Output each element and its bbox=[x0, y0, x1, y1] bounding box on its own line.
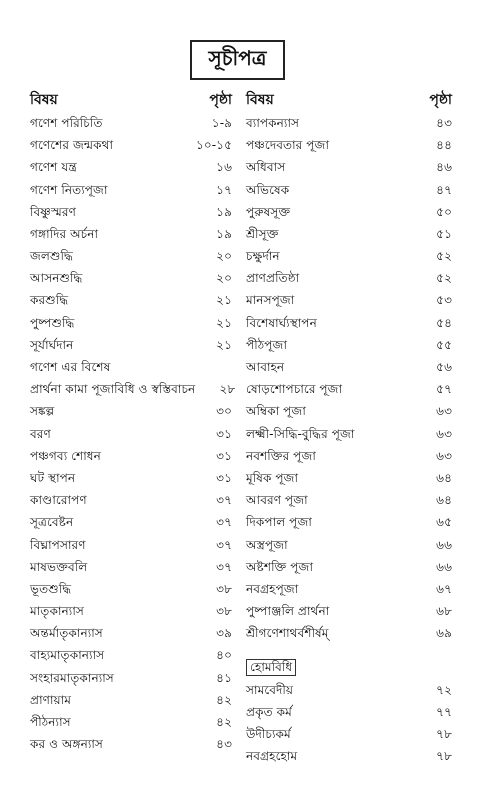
entry-page: ৬৩ bbox=[436, 448, 452, 463]
entry-title: পুষ্পাঞ্জলি প্রার্থনা bbox=[246, 604, 330, 619]
entry-page: ৭৭ bbox=[436, 704, 452, 719]
entry-title: বিশেষার্ঘ্যস্থাপন bbox=[246, 315, 317, 330]
entry-page: ১-৯ bbox=[211, 115, 232, 130]
entry-title: নবশক্তির পূজা bbox=[246, 448, 316, 463]
toc-entry[interactable] bbox=[246, 578, 452, 600]
toc-entry[interactable] bbox=[246, 600, 452, 622]
entry-title: সংহারমাতৃকান্যাস bbox=[30, 670, 114, 685]
toc-entry[interactable] bbox=[246, 622, 452, 644]
toc-list bbox=[246, 112, 452, 645]
toc-entry[interactable] bbox=[246, 201, 452, 223]
toc-entry[interactable] bbox=[246, 701, 452, 723]
entry-title: প্রকৃত কর্ম bbox=[246, 704, 292, 719]
entry-page: ৩৮ bbox=[216, 581, 232, 596]
entry-page: ৩১ bbox=[216, 470, 232, 485]
toc-entry[interactable] bbox=[30, 578, 232, 600]
toc-entry[interactable] bbox=[246, 400, 452, 422]
entry-page: ৪২ bbox=[216, 692, 232, 707]
toc-entry[interactable] bbox=[30, 245, 232, 267]
entry-page: ১৯ bbox=[216, 204, 232, 219]
entry-title: পীঠন্যাস bbox=[30, 715, 71, 730]
entry-page: ২১ bbox=[216, 337, 232, 352]
toc-entry[interactable] bbox=[246, 679, 452, 701]
toc-entry[interactable] bbox=[246, 223, 452, 245]
toc-entry[interactable] bbox=[246, 267, 452, 289]
entry-page: ৬৬ bbox=[436, 559, 452, 574]
toc-entry[interactable] bbox=[30, 134, 232, 156]
toc-left-column bbox=[30, 92, 236, 755]
entry-page: ৪১ bbox=[216, 670, 232, 685]
toc-entry[interactable] bbox=[246, 356, 452, 378]
entry-title: সামবেদীয় bbox=[246, 682, 294, 697]
entry-title: নবগ্রহহোম bbox=[246, 749, 298, 764]
entry-title: সঙ্কল্প bbox=[30, 404, 55, 419]
entry-page: ৬৭ bbox=[436, 581, 452, 596]
entry-page: ২০ bbox=[216, 271, 232, 286]
entry-page: ২৮ bbox=[219, 382, 236, 397]
entry-page: ২১ bbox=[216, 293, 232, 308]
entry-page: ৪৩ bbox=[216, 737, 232, 752]
entry-title: ষোড়শোপচারে পূজা bbox=[246, 382, 343, 397]
toc-right-column bbox=[246, 92, 452, 767]
entry-page: ৭৮ bbox=[436, 749, 452, 764]
entry-title: বিঘ্নাপসারণ bbox=[30, 537, 86, 552]
toc-entry[interactable] bbox=[246, 312, 452, 334]
entry-title: মূষিক পূজা bbox=[246, 470, 299, 485]
entry-page: ৫৬ bbox=[436, 360, 452, 375]
toc-entry[interactable] bbox=[30, 112, 232, 134]
entry-title: গণেশ নিত্যপূজা bbox=[30, 182, 108, 197]
page-title: সূচীপত্র bbox=[190, 40, 285, 80]
toc-entry[interactable] bbox=[246, 134, 452, 156]
toc-entry[interactable] bbox=[30, 290, 232, 312]
entry-title: পুষ্পশুদ্ধি bbox=[30, 315, 75, 330]
toc-entry[interactable] bbox=[246, 179, 452, 201]
toc-entry[interactable] bbox=[30, 156, 232, 178]
toc-list bbox=[30, 112, 236, 755]
entry-title: গণেশের জন্মকথা bbox=[30, 138, 114, 153]
entry-title: করশুদ্ধি bbox=[30, 293, 69, 308]
entry-title: মাষভক্তবলি bbox=[30, 559, 88, 574]
entry-page: ৩৯ bbox=[216, 626, 232, 641]
entry-page: ৫৭ bbox=[436, 382, 452, 397]
toc-entry[interactable] bbox=[246, 245, 452, 267]
toc-entry[interactable] bbox=[246, 745, 452, 767]
toc-entry[interactable] bbox=[30, 556, 232, 578]
header-topic: বিষয় bbox=[246, 92, 274, 108]
entry-page: ৫২ bbox=[436, 271, 452, 286]
entry-title: লক্ষ্মী-সিদ্ধি-বুদ্ধির পূজা bbox=[246, 426, 355, 441]
entry-page: ২০ bbox=[216, 249, 232, 264]
entry-title: প্রার্থনা কামা পূজাবিধি ও স্বস্তিবাচন bbox=[30, 382, 196, 397]
toc-entry[interactable] bbox=[30, 179, 232, 201]
entry-title: ঘট স্থাপন bbox=[30, 470, 76, 485]
toc-entry[interactable] bbox=[30, 667, 232, 689]
toc-entry[interactable] bbox=[246, 334, 452, 356]
entry-page: ৪২ bbox=[216, 715, 232, 730]
header-topic: বিষয় bbox=[30, 92, 58, 108]
entry-title: প্রাণপ্রতিষ্ঠা bbox=[246, 271, 300, 286]
entry-page: ৬৩ bbox=[436, 404, 452, 419]
toc-entry[interactable] bbox=[246, 556, 452, 578]
entry-page: ৩৭ bbox=[216, 493, 232, 508]
toc-entry[interactable] bbox=[30, 489, 232, 511]
toc-entry[interactable] bbox=[246, 423, 452, 445]
entry-page: ৫০ bbox=[436, 204, 452, 219]
section-label: হোমবিধি bbox=[246, 659, 296, 675]
toc-header bbox=[30, 92, 232, 112]
entry-title: পীঠপূজা bbox=[246, 337, 287, 352]
entry-page: ১৬ bbox=[216, 160, 232, 175]
entry-page: ৪৬ bbox=[436, 160, 452, 175]
entry-page: ৭৮ bbox=[436, 727, 452, 742]
entry-page: ৬৪ bbox=[436, 470, 452, 485]
toc-entry[interactable] bbox=[30, 467, 232, 489]
entry-page: ৫৫ bbox=[436, 337, 452, 352]
entry-title: আবরণ পূজা bbox=[246, 493, 308, 508]
entry-page: ৬৪ bbox=[436, 493, 452, 508]
toc-entry[interactable] bbox=[30, 534, 232, 556]
entry-title: সূত্রবেষ্টন bbox=[30, 515, 74, 530]
toc-entry[interactable] bbox=[30, 378, 236, 400]
entry-title: গণেশ পরিচিতি bbox=[30, 115, 103, 130]
entry-title: মানসপূজা bbox=[246, 293, 295, 308]
toc-entry[interactable] bbox=[246, 378, 452, 400]
entry-title: কাণ্ডারোপণ bbox=[30, 493, 87, 508]
entry-title: অভিষেক bbox=[246, 182, 290, 197]
toc-entry[interactable] bbox=[30, 400, 232, 422]
entry-title: সূর্যার্ঘদান bbox=[30, 337, 74, 352]
entry-title: গণেশ এর বিশেষ bbox=[30, 360, 111, 375]
toc-entry[interactable] bbox=[30, 334, 232, 356]
entry-page: ৩০ bbox=[216, 404, 232, 419]
toc-entry[interactable] bbox=[30, 622, 232, 644]
toc-entry[interactable] bbox=[246, 445, 452, 467]
entry-title: শ্রীসূক্ত bbox=[246, 226, 279, 241]
header-page: পৃষ্ঠা bbox=[209, 92, 232, 108]
entry-page: ৪৭ bbox=[436, 182, 452, 197]
entry-title: মাতৃকান্যাস bbox=[30, 604, 84, 619]
entry-page: ৬৯ bbox=[436, 626, 452, 641]
toc-entry[interactable] bbox=[30, 267, 232, 289]
entry-page: ১০-১৫ bbox=[195, 138, 232, 153]
entry-page: ৬৩ bbox=[436, 426, 452, 441]
entry-title: বরণ bbox=[30, 426, 51, 441]
entry-title: পুরুষসূক্ত bbox=[246, 204, 291, 219]
toc-entry[interactable] bbox=[246, 723, 452, 745]
entry-title: কর ও অঙ্গন্যাস bbox=[30, 737, 103, 752]
toc-entry[interactable] bbox=[246, 534, 452, 556]
section-heading bbox=[246, 657, 452, 679]
entry-title: দিকপাল পূজা bbox=[246, 515, 312, 530]
entry-page: ৩১ bbox=[216, 448, 232, 463]
entry-title: অধিবাস bbox=[246, 160, 286, 175]
toc-entry[interactable] bbox=[30, 312, 232, 334]
entry-page: ৬৫ bbox=[436, 515, 452, 530]
entry-title: ব্যাপকন্যাস bbox=[246, 115, 300, 130]
entry-title: শ্রীগণেশাথর্বশীর্ষম্ bbox=[246, 626, 329, 641]
spacer bbox=[246, 645, 452, 657]
toc-entry[interactable] bbox=[30, 356, 232, 378]
toc-entry[interactable] bbox=[30, 511, 232, 533]
entry-page: ২১ bbox=[216, 315, 232, 330]
entry-page: ৩৭ bbox=[216, 537, 232, 552]
entry-title: পঞ্চদেবতার পূজা bbox=[246, 138, 329, 153]
toc-entry[interactable] bbox=[30, 223, 232, 245]
toc-header bbox=[246, 92, 452, 112]
entry-title: আবাহন bbox=[246, 360, 285, 375]
entry-title: বাহ্যমাতৃকান্যাস bbox=[30, 648, 105, 663]
toc-entry[interactable] bbox=[246, 511, 452, 533]
entry-page: ৬৬ bbox=[436, 537, 452, 552]
entry-title: অম্বিকা পূজা bbox=[246, 404, 306, 419]
entry-title: পঞ্চগব্য শোধন bbox=[30, 448, 101, 463]
toc-entry[interactable] bbox=[30, 711, 232, 733]
entry-title: উদীচ্যকর্ম bbox=[246, 727, 291, 742]
entry-title: প্রাণায়াম bbox=[30, 692, 72, 707]
entry-title: অন্তর্মাতৃকান্যাস bbox=[30, 626, 103, 641]
entry-page: ৬৮ bbox=[436, 604, 452, 619]
entry-page: ৪৩ bbox=[436, 115, 452, 130]
entry-page: ১৭ bbox=[216, 182, 232, 197]
entry-page: ১৯ bbox=[216, 226, 232, 241]
entry-title: চক্ষুর্দান bbox=[246, 249, 280, 264]
entry-title: গঙ্গাদির অর্চনা bbox=[30, 226, 99, 241]
toc-entry[interactable] bbox=[246, 489, 452, 511]
entry-page: ৭২ bbox=[436, 682, 452, 697]
toc-entry[interactable] bbox=[30, 445, 232, 467]
entry-page: ৩৮ bbox=[216, 604, 232, 619]
header-page: পৃষ্ঠা bbox=[429, 92, 452, 108]
entry-page: ৫২ bbox=[436, 249, 452, 264]
toc-entry[interactable] bbox=[30, 600, 232, 622]
entry-page: ৫৪ bbox=[436, 315, 452, 330]
toc-entry[interactable] bbox=[30, 645, 232, 667]
entry-title: আসনশুদ্ধি bbox=[30, 271, 83, 286]
toc-entry[interactable] bbox=[30, 201, 232, 223]
entry-title: বিষ্ণুস্মরণ bbox=[30, 204, 76, 219]
entry-title: জলশুদ্ধি bbox=[30, 249, 73, 264]
entry-title: গণেশ যন্ত্র bbox=[30, 160, 77, 175]
toc-entry[interactable] bbox=[246, 156, 452, 178]
toc-entry[interactable] bbox=[246, 467, 452, 489]
toc-entry[interactable] bbox=[30, 689, 232, 711]
toc-list bbox=[246, 679, 452, 768]
entry-title: অস্ত্রপূজা bbox=[246, 537, 288, 552]
entry-page: ৫৩ bbox=[436, 293, 452, 308]
entry-title: ভূতশুদ্ধি bbox=[30, 581, 72, 596]
entry-title: নবগ্রহপূজা bbox=[246, 581, 299, 596]
toc-entry[interactable] bbox=[246, 112, 452, 134]
entry-page: ৩৭ bbox=[216, 559, 232, 574]
toc-entry[interactable] bbox=[30, 423, 232, 445]
entry-page: ৪০ bbox=[216, 648, 232, 663]
entry-title: অষ্টশক্তি পূজা bbox=[246, 559, 313, 574]
toc-entry[interactable] bbox=[30, 733, 232, 755]
entry-page: ৩১ bbox=[216, 426, 232, 441]
entry-page: ৪৪ bbox=[436, 138, 452, 153]
entry-page: ৫১ bbox=[436, 226, 452, 241]
entry-page: ৩৭ bbox=[216, 515, 232, 530]
toc-entry[interactable] bbox=[246, 290, 452, 312]
